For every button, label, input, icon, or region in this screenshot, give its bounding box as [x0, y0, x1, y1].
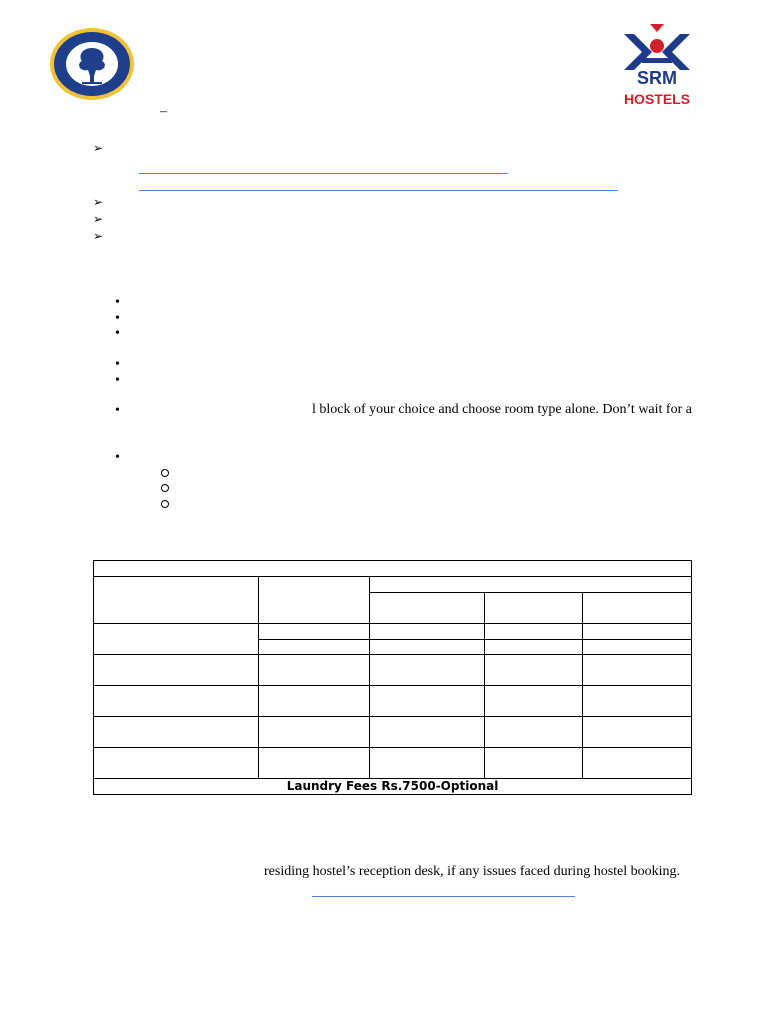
fee-table-cell: [94, 624, 259, 655]
link-underline[interactable]: [139, 190, 618, 191]
institute-seal-logo: [48, 26, 136, 102]
bullet-icon: •: [115, 403, 120, 418]
fee-table-header-cell: [485, 593, 583, 624]
contact-note-text: residing hostel’s reception desk, if any issues faced during hostel booking.: [264, 864, 681, 879]
fee-table-cell: [94, 655, 259, 686]
fee-table: [93, 560, 692, 795]
bullet-icon: •: [115, 373, 120, 388]
fee-table-cell: [370, 748, 485, 779]
fee-table-cell: [485, 686, 583, 717]
fee-table-cell: [370, 655, 485, 686]
fee-table-cell: [370, 717, 485, 748]
fee-table-cell: [259, 717, 370, 748]
fee-table-cell: [583, 655, 692, 686]
svg-text:HOSTELS: HOSTELS: [623, 91, 691, 107]
fee-table-cell: [259, 655, 370, 686]
fee-table-header-cell: [583, 593, 692, 624]
header-dash: –: [160, 104, 167, 119]
fee-table-cell: [94, 686, 259, 717]
fee-table-cell: [485, 655, 583, 686]
fee-table-cell: [370, 686, 485, 717]
arrow-bullet-icon: ➢: [93, 141, 104, 155]
laundry-fee-note: Laundry Fees Rs.7500-Optional: [94, 779, 692, 795]
bullet-icon: •: [115, 450, 120, 465]
arrow-bullet-icon: ➢: [93, 229, 104, 243]
fee-table-cell: [485, 624, 583, 640]
fee-table-header-cell: [259, 577, 370, 624]
link-underline[interactable]: [139, 173, 508, 174]
bullet-icon: •: [115, 311, 120, 326]
fee-table-cell: [485, 717, 583, 748]
fee-table-header-cell: [370, 593, 485, 624]
fee-table-cell: [370, 640, 485, 655]
block-choice-text: l block of your choice and choose room type alone. Don’t wait for a: [312, 402, 692, 417]
fee-table-cell: [94, 717, 259, 748]
fee-table-cell: [259, 748, 370, 779]
fee-table-title-cell: [94, 561, 692, 577]
arrow-bullet-icon: ➢: [93, 195, 104, 209]
arrow-bullet-icon: ➢: [93, 212, 104, 226]
fee-table-cell: [259, 640, 370, 655]
sub-bullet-icon: [161, 469, 169, 477]
fee-table-cell: [583, 717, 692, 748]
fee-table-cell: [583, 640, 692, 655]
fee-table-cell: [485, 748, 583, 779]
link-underline[interactable]: [312, 896, 575, 897]
bullet-icon: •: [115, 326, 120, 341]
fee-table-cell: [259, 624, 370, 640]
svg-text:SRM: SRM: [637, 68, 677, 88]
fee-table-cell: [583, 686, 692, 717]
fee-table-cell: [94, 748, 259, 779]
fee-table-cell: [259, 686, 370, 717]
fee-table-header-cell: [94, 577, 259, 624]
fee-table-cell: [583, 748, 692, 779]
fee-table-header-cell: [370, 577, 692, 593]
fee-table-cell: [485, 640, 583, 655]
sub-bullet-icon: [161, 484, 169, 492]
fee-table-cell: [583, 624, 692, 640]
bullet-icon: •: [115, 357, 120, 372]
bullet-icon: •: [115, 295, 120, 310]
fee-table-cell: [370, 624, 485, 640]
srm-hostels-logo: [612, 22, 702, 114]
sub-bullet-icon: [161, 500, 169, 508]
